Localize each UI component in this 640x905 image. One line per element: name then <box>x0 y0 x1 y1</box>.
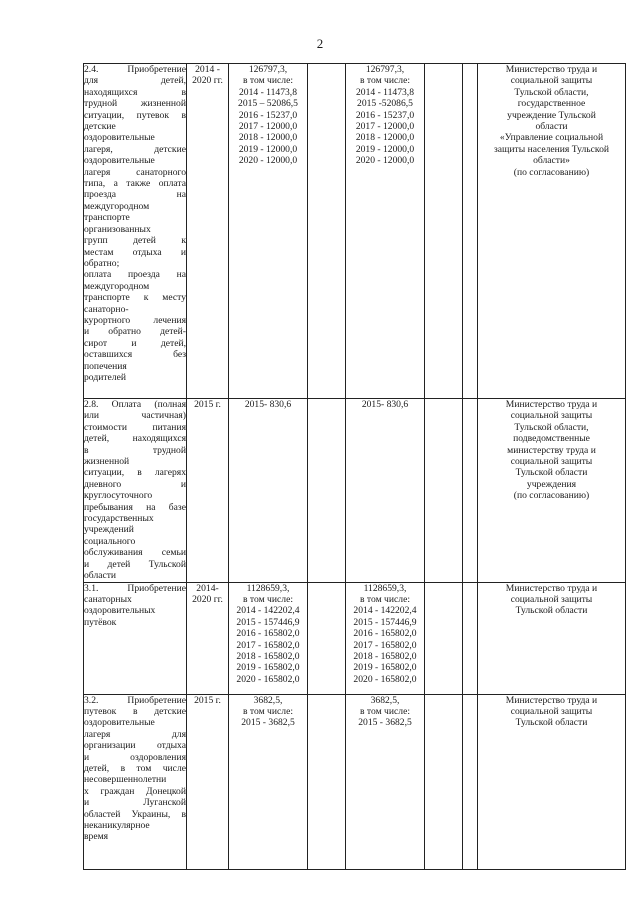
activity-cell-line: сирот и детей, <box>84 337 186 349</box>
period-cell-line: 2015 г. <box>194 694 221 706</box>
total-funding-cell-line: 2016 - 15237,0 <box>238 109 298 121</box>
activity-cell-line: санаторно- <box>84 303 129 315</box>
activity-cell-line: обслуживания семьи <box>84 547 186 559</box>
activity-cell-line: государственных <box>84 513 154 525</box>
total-funding-cell-line: 2018 - 165802,0 <box>236 650 300 662</box>
activity-cell-line: транспорте <box>84 212 130 224</box>
total-funding-cell-line: 2020 - 165802,0 <box>236 673 300 685</box>
executor-cell-line: (по согласованию) <box>513 490 590 502</box>
activity-cell-line: стоимости питания <box>84 421 186 433</box>
total-funding-cell-line: 2015 – 52086,5 <box>238 98 298 110</box>
activity-cell-line: для детей, <box>84 75 186 87</box>
activity-cell <box>84 399 187 583</box>
activity-cell-line: ситуации, в лагерях <box>84 467 186 479</box>
period-cell <box>187 582 229 694</box>
activity-cell-line: оздоровительные <box>84 717 155 729</box>
regional-funding-cell-line: 2015 - 3682,5 <box>358 717 412 729</box>
federal-funding-cell <box>308 694 346 869</box>
activity-cell-line: и обратно детей- <box>84 326 186 338</box>
regional-funding-cell-line: 2015 -52086,5 <box>357 98 413 110</box>
period-cell <box>187 64 229 399</box>
regional-funding-cell-line: 2016 - 165802,0 <box>353 628 417 640</box>
executor-cell-line: Министерство труда и <box>505 64 598 75</box>
activity-cell-line: дневного и <box>84 478 186 490</box>
total-funding-cell-line: 126797,3, <box>248 64 288 75</box>
municipal-funding-cell <box>425 582 463 694</box>
executor-cell-line: учреждения <box>526 478 577 490</box>
executor-cell-line: государственное <box>517 98 586 110</box>
activity-cell-line: групп детей к <box>84 235 186 247</box>
activity-cell-line: междугородном <box>84 200 150 212</box>
activity-cell <box>84 582 187 694</box>
federal-funding-cell <box>308 64 346 399</box>
regional-funding-cell-line: 2014 - 142202,4 <box>353 605 417 617</box>
federal-funding-cell <box>308 399 346 583</box>
executor-cell-line: защиты населения Тульской <box>493 143 610 155</box>
executor-cell <box>478 694 626 869</box>
activity-cell-line: оставшихся без <box>84 349 186 361</box>
activity-cell-line: и детей Тульской <box>84 558 186 570</box>
activity-cell-line: круглосуточного <box>84 490 153 502</box>
regional-funding-cell-line: 2019 - 165802,0 <box>353 662 417 674</box>
executor-cell-line: Тульской области, <box>514 421 589 433</box>
activity-cell-line: и оздоровления <box>84 751 186 763</box>
total-funding-cell-line: 2015 - 157446,9 <box>236 616 300 628</box>
executor-cell-line: Тульской области <box>515 467 588 479</box>
regional-funding-cell-line: 2015- 830,6 <box>361 399 409 410</box>
program-table <box>83 63 626 870</box>
total-funding-cell-line: 2018 - 12000,0 <box>238 132 298 144</box>
activity-cell-line: ситуации, путевок в <box>84 109 186 121</box>
total-funding-cell-line: 1128659,3, <box>246 582 290 594</box>
total-funding-cell-line: 2019 - 165802,0 <box>236 662 300 674</box>
period-cell-line: 2020 гг. <box>192 593 223 605</box>
activity-cell-line: оздоровительные <box>84 132 155 144</box>
activity-cell-line: учреждений <box>84 524 134 536</box>
period-cell <box>187 399 229 583</box>
municipal-funding-cell <box>425 64 463 399</box>
activity-cell-line: типа, а также оплата <box>84 178 186 190</box>
total-funding-cell <box>229 399 308 583</box>
activity-cell-line: путевок в детские <box>84 705 186 717</box>
activity-cell-line: детские <box>84 121 116 133</box>
activity-cell-line: в трудной <box>84 444 186 456</box>
total-funding-cell-line: 2019 - 12000,0 <box>238 143 298 155</box>
period-cell-line: 2014- <box>196 582 219 594</box>
regional-funding-cell-line: 2015 - 157446,9 <box>353 616 417 628</box>
activity-cell-line: проезда на <box>84 189 186 201</box>
activity-cell-line: междугородном <box>84 280 150 292</box>
other-funding-cell <box>463 694 478 869</box>
regional-funding-cell-line: 2017 - 12000,0 <box>355 121 415 133</box>
executor-cell-line: области <box>535 121 568 133</box>
executor-cell-line: подведомственные <box>513 433 590 445</box>
activity-cell-line: время <box>84 831 109 843</box>
table-row <box>84 399 626 583</box>
executor-cell-line: Тульской области <box>515 717 588 729</box>
activity-cell-line: организации отдыха <box>84 740 186 752</box>
executor-cell-line: социальной защиты <box>510 593 593 605</box>
period-cell-line: 2020 гг. <box>192 75 223 87</box>
executor-cell <box>478 582 626 694</box>
executor-cell-line: Министерство труда и <box>505 399 598 410</box>
regional-funding-cell-line: в том числе: <box>359 593 410 605</box>
total-funding-cell <box>229 64 308 399</box>
activity-cell-line: путёвок <box>84 616 117 628</box>
regional-funding-cell-line: 2020 - 12000,0 <box>355 155 415 167</box>
period-cell <box>187 694 229 869</box>
total-funding-cell-line: в том числе: <box>242 705 293 717</box>
executor-cell-line: (по согласованию) <box>513 166 590 178</box>
activity-cell-line: санаторных <box>84 593 132 605</box>
regional-funding-cell-line: 126797,3, <box>365 64 405 75</box>
total-funding-cell-line: в том числе: <box>242 593 293 605</box>
total-funding-cell <box>229 694 308 869</box>
total-funding-cell-line: 2014 - 142202,4 <box>236 605 300 617</box>
table-row <box>84 582 626 694</box>
other-funding-cell <box>463 582 478 694</box>
activity-cell-line: и Луганской <box>84 797 186 809</box>
activity-cell-line: трудной жизненной <box>84 98 186 110</box>
table-row <box>84 694 626 869</box>
total-funding-cell <box>229 582 308 694</box>
activity-cell-line: курортного лечения <box>84 314 186 326</box>
activity-cell-line: 2.4. Приобретение <box>84 64 186 75</box>
total-funding-cell-line: 2017 - 12000,0 <box>238 121 298 133</box>
regional-funding-cell <box>346 64 425 399</box>
regional-funding-cell-line: 2019 - 12000,0 <box>355 143 415 155</box>
activity-cell-line: транспорте к месту <box>84 292 186 304</box>
activity-cell-line: области <box>84 570 117 582</box>
regional-funding-cell-line: 2014 - 11473,8 <box>355 86 414 98</box>
activity-cell-line: организованных <box>84 223 151 235</box>
regional-funding-cell <box>346 694 425 869</box>
regional-funding-cell-line: 2018 - 12000,0 <box>355 132 415 144</box>
other-funding-cell <box>463 399 478 583</box>
municipal-funding-cell <box>425 399 463 583</box>
activity-cell <box>84 64 187 399</box>
activity-cell-line: пребывания на базе <box>84 501 186 513</box>
activity-cell-line: детей, в том числе <box>84 762 186 774</box>
total-funding-cell-line: 2015- 830,6 <box>244 399 292 410</box>
period-cell-line: 2014 - <box>195 64 220 75</box>
total-funding-cell-line: 2015 - 3682,5 <box>241 717 295 729</box>
regional-funding-cell-line: в том числе: <box>359 705 410 717</box>
activity-cell-line: родителей <box>84 371 126 383</box>
activity-cell-line: областей Украины, в <box>84 808 186 820</box>
activity-cell-line: находящихся в <box>84 86 186 98</box>
regional-funding-cell-line: 2017 - 165802,0 <box>353 639 417 651</box>
total-funding-cell-line: 2016 - 165802,0 <box>236 628 300 640</box>
other-funding-cell <box>463 64 478 399</box>
regional-funding-cell-line: 2018 - 165802,0 <box>353 650 417 662</box>
activity-cell-line: 3.1. Приобретение <box>84 582 186 594</box>
executor-cell-line: Тульской области, <box>514 86 589 98</box>
municipal-funding-cell <box>425 694 463 869</box>
regional-funding-cell <box>346 399 425 583</box>
regional-funding-cell-line: 1128659,3, <box>363 582 407 594</box>
executor-cell-line: области» <box>533 155 570 167</box>
regional-funding-cell-line: в том числе: <box>359 75 410 87</box>
activity-cell-line: лагеря санаторного <box>84 166 186 178</box>
regional-funding-cell <box>346 582 425 694</box>
total-funding-cell-line: 2017 - 165802,0 <box>236 639 300 651</box>
activity-cell-line: попечения <box>84 360 127 372</box>
executor-cell-line: социальной защиты <box>510 410 593 422</box>
activity-cell-line: жизненной <box>84 456 130 468</box>
executor-cell-line: министерству труда и <box>507 444 596 456</box>
activity-cell-line: лагеря для <box>84 728 186 740</box>
regional-funding-cell-line: 2020 - 165802,0 <box>353 673 417 685</box>
total-funding-cell-line: 2020 - 12000,0 <box>238 155 298 167</box>
period-cell-line: 2015 г. <box>194 399 221 410</box>
activity-cell-line: местам отдыха и <box>84 246 186 258</box>
activity-cell-line: несовершеннолетни <box>84 774 167 786</box>
activity-cell-line: или частичная) <box>84 410 186 422</box>
total-funding-cell-line: в том числе: <box>242 75 293 87</box>
total-funding-cell-line: 2014 - 11473,8 <box>238 86 297 98</box>
executor-cell-line: социальной защиты <box>510 456 593 468</box>
executor-cell-line: социальной защиты <box>510 75 593 87</box>
activity-cell-line: обратно; <box>84 257 120 269</box>
activity-cell-line: 3.2. Приобретение <box>84 694 186 706</box>
regional-funding-cell-line: 2016 - 15237,0 <box>355 109 415 121</box>
executor-cell-line: Тульской области <box>515 605 588 617</box>
activity-cell-line: 2.8. Оплата (полная <box>84 399 186 410</box>
page-number: 2 <box>316 36 324 51</box>
activity-cell-line: оплата проезда на <box>84 269 186 281</box>
federal-funding-cell <box>308 582 346 694</box>
executor-cell-line: Министерство труда и <box>505 694 598 706</box>
regional-funding-cell-line: 3682,5, <box>370 694 400 706</box>
executor-cell-line: социальной защиты <box>510 705 593 717</box>
activity-cell-line: х граждан Донецкой <box>84 785 186 797</box>
activity-cell-line: социального <box>84 535 136 547</box>
executor-cell-line: «Управление социальной <box>499 132 604 144</box>
activity-cell-line: оздоровительных <box>84 605 156 617</box>
table-row <box>84 64 626 399</box>
activity-cell-line: оздоровительные <box>84 155 155 167</box>
activity-cell <box>84 694 187 869</box>
executor-cell-line: Министерство труда и <box>505 582 598 594</box>
executor-cell-line: учреждение Тульской <box>507 109 596 121</box>
activity-cell-line: неканикулярное <box>84 819 150 831</box>
activity-cell-line: детей, находящихся <box>84 433 186 445</box>
executor-cell <box>478 64 626 399</box>
total-funding-cell-line: 3682,5, <box>253 694 283 706</box>
executor-cell <box>478 399 626 583</box>
activity-cell-line: лагеря, детские <box>84 143 186 155</box>
